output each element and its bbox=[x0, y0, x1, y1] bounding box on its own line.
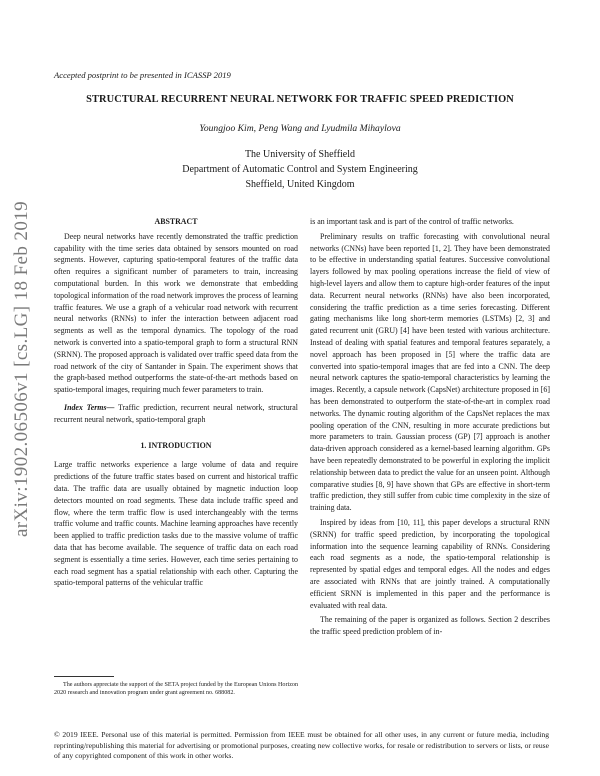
affiliation-department: Department of Automatic Control and System Engineering bbox=[182, 164, 418, 175]
index-terms-label: Index Terms— bbox=[64, 402, 115, 412]
intro-paragraph-4: The remaining of the paper is organized as follows. Section 2 describes the traffic speed prediction problem of in- bbox=[310, 615, 550, 637]
authors: Youngjoo Kim, Peng Wang and Lyudmila Mihaylova bbox=[199, 123, 401, 134]
index-terms bbox=[54, 402, 298, 426]
index-terms-text: Traffic prediction, recurrent neural network, structural recurrent neural network, spatio-temporal graph bbox=[54, 402, 298, 424]
affiliation-location: Sheffield, United Kingdom bbox=[245, 179, 355, 190]
left-column bbox=[54, 216, 298, 589]
acceptance-note: Accepted postprint to be presented in ICASSP 2019 bbox=[54, 70, 231, 80]
introduction-heading: 1. INTRODUCTION bbox=[140, 440, 212, 450]
right-column bbox=[310, 216, 550, 638]
affiliation-university: The University of Sheffield bbox=[244, 149, 356, 160]
copyright-notice: © 2019 IEEE. Personal use of this material is permitted. Permission from IEEE must be obtained for all other uses, in any current or future media, including reprinting/republishing this material for advertising or promotional purposes, creating new collective works, for resale or redistribution to servers or lists, or reuse of any copyrighted component of this work in other works. bbox=[54, 730, 549, 761]
intro-paragraph-3: Inspired by ideas from [10, 11], this paper develops a structural RNN (SRNN) for traffic speed prediction, by incorporating the topological information into the sequence learning capability of RNNs. Considering each road segments as a node, the spatio-temporal relationship is represented by spatial edges and temporal edges. All the nodes and edges are associated with RNNs that are jointly trained. A computationally efficient SRNN is implemented in this paper and the performance is evaluated with real data. bbox=[310, 517, 550, 610]
intro-paragraph-2: Preliminary results on traffic forecasting with convolutional neural networks (CNNs) have been reported [1, 2]. They have been demonstrated to be effective in understanding spatial features. Successive convolutional layers followed by max pooling operations increase the field of view of high-level layers and allow them to capture high-order features of the input data. Recurrent neural networks (RNNs) have also been incorporated, considering the traffic prediction as a time series forecasting. Different gating mechanisms like long short-term memories (LSTMs) [2, 3] and gated recurrent unit (GRU) [4] have been tested with various architecture. Instead of dealing with spatial features and temporal features separately, a novel approach has been proposed in [5] where the traffic data are converted into spatio-temporal images that are fed into a CNN. The deep neural network captures the spatio-temporal characteristics by learning the images. Recently, a capsule network (CapsNet) architecture proposed in [6] has been demonstrated to outperform the state-of-the-art in complex road networks. The dynamic routing algorithm of the CapsNet replaces the max pooling operation of the CNN, resulting in more accurate predictions but more parameters to train. Gaussian process (GP) [7] approach is another data-driven approach considered as a kernel-based learning algorithm. GPs have been repeatedly demonstrated to be powerful in exploring the implicit relationship between data to predict the value for an unseen point. Although comparative studies [8, 9] have shown that GPs are effective in short-term traffic prediction, they still suffer from cubic time complexity in the size of training data. bbox=[310, 231, 550, 513]
paper-title: STRUCTURAL RECURRENT NEURAL NETWORK FOR TRAFFIC SPEED PREDICTION bbox=[86, 94, 514, 105]
abstract-heading: ABSTRACT bbox=[154, 217, 198, 226]
abstract-text: Deep neural networks have recently demonstrated the traffic prediction capability with the time series data obtained by sensors mounted on road segments. However, capturing spatio-temporal features of the traffic data often requires a significant number of parameters to train, increasing computational burden. In this work we demonstrate that embedding topological information of the road network improves the process of learning traffic features. We use a graph of a vehicular road network with recurrent neural networks (RNNs) to infer the interaction between adjacent road segments as well as the temporal dynamics. The topology of the road network is converted into a spatio-temporal graph to form a structural RNN (SRNN). The proposed approach is validated over traffic speed data from the road network of the city of Santander in Spain. The experiment shows that the graph-based method outperforms the state-of-the-art methods based on spatio-temporal images, requiring much fewer parameters to train. bbox=[54, 231, 298, 395]
intro-continuation: is an important task and is part of the control of traffic networks. bbox=[310, 217, 514, 226]
footnote-rule bbox=[54, 676, 114, 677]
introduction-paragraph: Large traffic networks experience a large volume of data and require predictions of the future traffic states based on current and historical traffic data. The traffic data are usually obtained by magnetic induction loop detectors mounted on road segments. These data include traffic speed and flow, where the term traffic flow is used interchangeably with the terms traffic volume and traffic counts. Machine learning approaches have recently been applied to traffic prediction tasks due to the massive volume of traffic data that has become available. The sequence of traffic data on each road segment is essentially a time series. However, each time series pertaining to each road segment has a spatial relationship with each other. Capturing the spatio-temporal patterns of the vehicular traffic bbox=[54, 460, 298, 588]
arxiv-identifier-stamp: arXiv:1902.06506v1 [cs.LG] 18 Feb 2019 bbox=[11, 200, 32, 538]
footnote: The authors appreciate the support of the SETA project funded by the European Unions Horizon 2020 research and innovation program under grant agreement no. 688082. bbox=[54, 682, 298, 697]
